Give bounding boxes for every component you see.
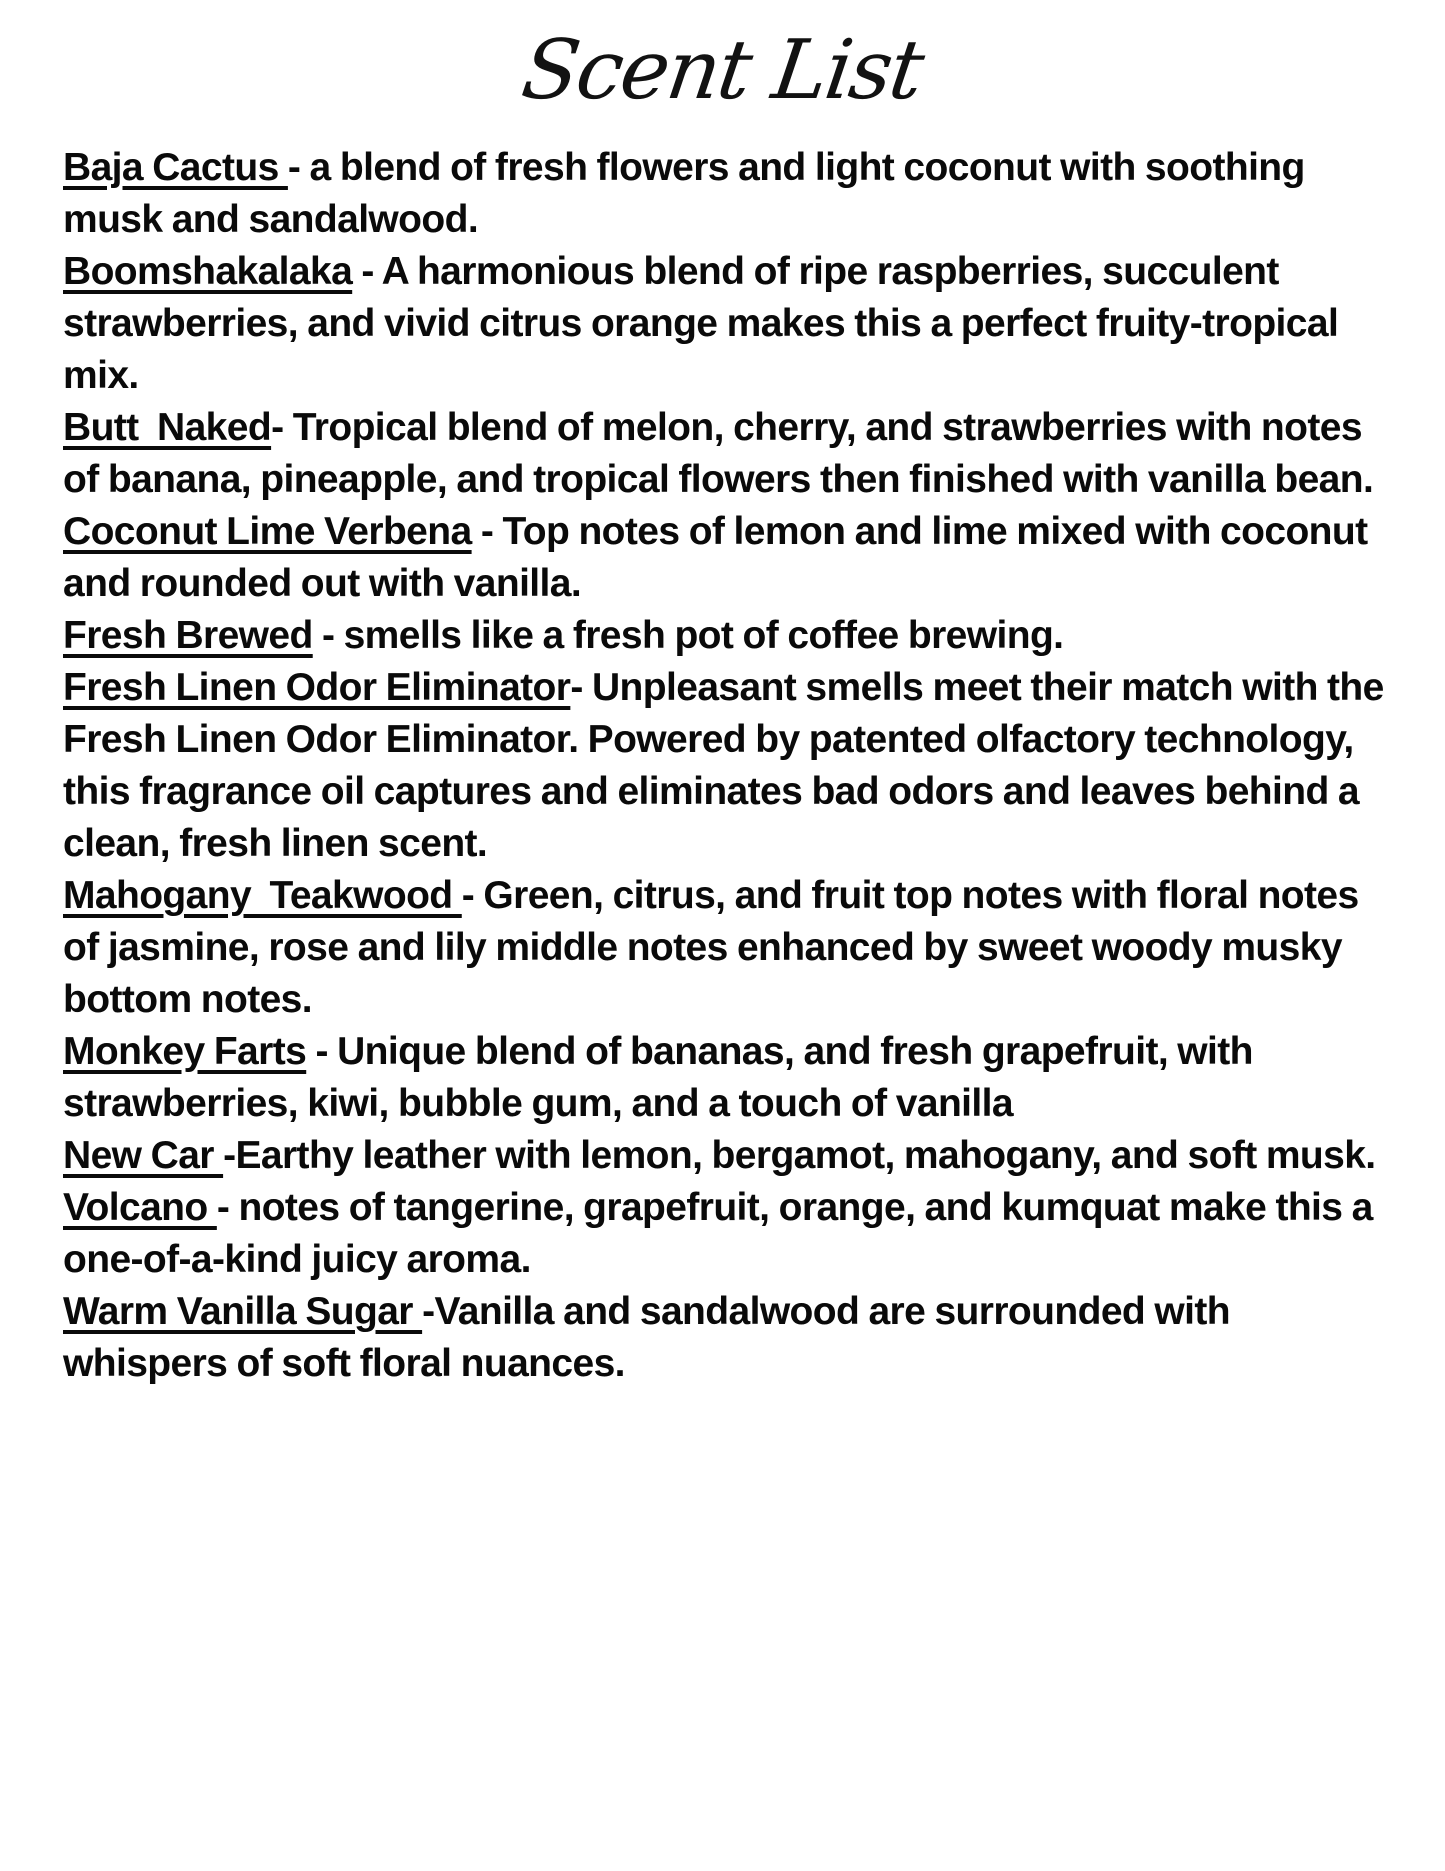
scent-entry-monkey-farts bbox=[63, 1026, 1387, 1130]
scent-name: Monkey Farts bbox=[63, 1030, 307, 1074]
scent-name: Mahogany Teakwood bbox=[63, 874, 462, 918]
page-title-text: Scent List bbox=[516, 23, 929, 118]
scent-entry-butt-naked bbox=[63, 402, 1387, 506]
scent-description: - notes of tangerine, grapefruit, orange, and kumquat make this a one-of-a-kind juicy aroma. bbox=[63, 1186, 1373, 1282]
scent-name: Volcano bbox=[63, 1186, 217, 1230]
page-title bbox=[0, 23, 1445, 118]
scent-entry-volcano bbox=[63, 1182, 1387, 1286]
scent-description: - Unique blend of bananas, and fresh grapefruit, with strawberries, kiwi, bubble gum, and a touch of vanilla bbox=[63, 1030, 1253, 1126]
scent-entry-boomshakalaka bbox=[63, 246, 1387, 402]
scent-name: Baja Cactus bbox=[63, 146, 288, 190]
scent-list bbox=[0, 142, 1445, 1390]
scent-description: -Vanilla and sandalwood are surrounded with whispers of soft floral nuances. bbox=[63, 1290, 1230, 1386]
scent-description: - Top notes of lemon and lime mixed with coconut and rounded out with vanilla. bbox=[63, 510, 1368, 606]
scent-name: Fresh Linen Odor Eliminator bbox=[63, 666, 571, 710]
scent-entry-warm-vanilla-sugar bbox=[63, 1286, 1387, 1390]
scent-description: - smells like a fresh pot of coffee brewing. bbox=[312, 614, 1064, 658]
scent-entry-coconut-lime-verbena bbox=[63, 506, 1387, 610]
scent-name: New Car bbox=[63, 1134, 224, 1178]
scent-name: Boomshakalaka bbox=[63, 250, 353, 294]
scent-entry-baja-cactus bbox=[63, 142, 1387, 246]
scent-name: Fresh Brewed bbox=[63, 614, 313, 658]
scent-description: - Green, citrus, and fruit top notes with floral notes of jasmine, rose and lily middle notes enhanced by sweet woody musky bottom notes. bbox=[63, 874, 1359, 1022]
scent-description: - Tropical blend of melon, cherry, and strawberries with notes of banana, pineapple, and tropical flowers then finished with vanilla bean. bbox=[63, 406, 1374, 502]
scent-entry-fresh-brewed bbox=[63, 610, 1387, 662]
scent-description: - A harmonious blend of ripe raspberries, succulent strawberries, and vivid citrus orange makes this a perfect fruity-tropical mix. bbox=[63, 250, 1339, 398]
scent-description: - a blend of fresh flowers and light coconut with soothing musk and sandalwood. bbox=[63, 146, 1305, 242]
scent-name: Butt Naked bbox=[63, 406, 272, 450]
scent-entry-mahogany-teakwood bbox=[63, 870, 1387, 1026]
scent-name: Warm Vanilla Sugar bbox=[63, 1290, 423, 1334]
scent-description: -Earthy leather with lemon, bergamot, mahogany, and soft musk. bbox=[223, 1134, 1376, 1178]
scent-name: Coconut Lime Verbena bbox=[63, 510, 472, 554]
scent-entry-new-car bbox=[63, 1130, 1387, 1182]
scent-entry-fresh-linen-odor-eliminator bbox=[63, 662, 1387, 870]
scent-description: - Unpleasant smells meet their match with the Fresh Linen Odor Eliminator. Powered by patented olfactory technology, this fragrance oil captures and eliminates bad odors and leaves behind a clean, fresh linen scent. bbox=[63, 666, 1384, 866]
